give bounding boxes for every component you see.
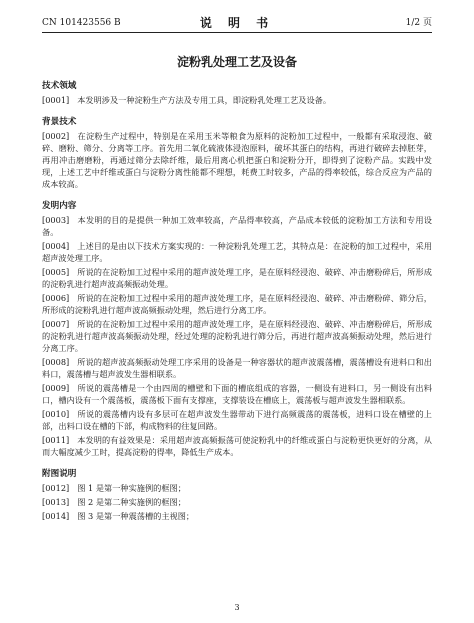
paragraph-number: [0013]: [42, 497, 70, 507]
section-heading: 发明内容: [42, 201, 77, 211]
paragraph-number: [0012]: [42, 483, 70, 493]
paragraph-number: [0002]: [42, 131, 70, 141]
paragraph-text: 上述目的是由以下技术方案实现的：一种淀粉乳处理工艺，其特点是：在淀粉的加工过程中，采用超声波处理工序。: [42, 241, 432, 263]
doc-number: CN 101423556 B: [42, 18, 121, 28]
paragraph: [42, 482, 432, 494]
paragraph-number: [0001]: [42, 95, 70, 105]
paragraph: [42, 510, 432, 522]
section-heading: 技术领域: [42, 81, 77, 91]
paragraph: [42, 292, 432, 316]
paragraph-number: [0009]: [42, 383, 70, 393]
paragraph-number: [0010]: [42, 409, 70, 419]
paragraph: [42, 408, 432, 432]
paragraph-text: 本发明涉及一种淀粉生产方法及专用工具，即淀粉乳处理工艺及设备。: [77, 95, 332, 105]
header-title: 说 明 书: [199, 16, 275, 30]
paragraph: [42, 94, 432, 106]
document-body: [42, 80, 432, 524]
section-heading: 附图说明: [42, 469, 77, 479]
paragraph: [42, 318, 432, 354]
paragraph: [42, 130, 432, 190]
paragraph-number: [0005]: [42, 267, 70, 277]
paragraph: [42, 356, 432, 380]
paragraph: [42, 214, 432, 238]
paragraph: [42, 434, 432, 458]
paragraph-text: 所说的在淀粉加工过程中采用的超声波处理工序，是在原料经浸泡、破碎、冲击磨粉碎、筛分后，所形成的淀粉乳进行超声波高频振动处理，然后进行分离工序。: [42, 293, 432, 315]
paragraph-text: 图 2 是第二种实施例的框图；: [77, 497, 186, 507]
paragraph-text: 所说的震荡槽是一个由四周的槽壁和下面的槽底组成的容器，一侧设有进料口，另一侧设有出料口，槽内设有一个震荡板，震荡板下面有支撑座，支撑装设在槽底上，震荡板与超声波发生器相联系。: [42, 383, 432, 405]
page-number: 3: [234, 603, 240, 612]
paragraph: [42, 266, 432, 290]
paragraph: [42, 496, 432, 508]
paragraph-number: [0014]: [42, 511, 70, 521]
paragraph-text: 本发明的目的是提供一种加工效率较高，产品得率较高，产品成本较低的淀粉加工方法和专用设备。: [42, 215, 432, 237]
paragraph: [42, 240, 432, 264]
paragraph-number: [0003]: [42, 215, 70, 225]
paragraph: [42, 382, 432, 406]
paragraph-text: 所说的在淀粉加工过程中采用的超声波处理工序，是在原料经浸泡、破碎、冲击磨粉碎后，所形成的淀粉乳进行超声波高频振动处理，经过处理的淀粉乳进行筛分后，再进行超声波高频振动处理，然后进行分离工序。: [42, 319, 432, 353]
paragraph-number: [0004]: [42, 241, 70, 251]
paragraph-text: 图 3 是第一种震荡槽的主视图；: [77, 511, 195, 521]
paragraph-text: 图 1 是第一种实施例的框图；: [77, 483, 186, 493]
paragraph-number: [0007]: [42, 319, 70, 329]
paragraph-number: [0011]: [42, 435, 70, 445]
page-indicator: 1/2 页: [405, 18, 432, 28]
paragraph-text: 本发明的有益效果是：采用超声波高频振荡可使淀粉乳中的纤维或蛋白与淀粉更快更好的分离，从而大幅度减少工时，提高淀粉的得率，降低生产成本。: [42, 435, 432, 457]
document-title: 淀粉乳处理工艺及设备: [176, 55, 297, 69]
paragraph-number: [0006]: [42, 293, 70, 303]
paragraph-text: 所说的震荡槽内设有多层可在超声波发生器带动下进行高频震荡的震荡板，进料口设在槽壁的上部，出料口设在槽的下部，构成物料的往复回路。: [42, 409, 432, 431]
section-heading: 背景技术: [42, 117, 77, 127]
paragraph-text: 所说的在淀粉加工过程中采用的超声波处理工序，是在原料经浸泡、破碎、冲击磨粉碎后，所形成的淀粉乳进行超声波高频振动处理。: [42, 267, 432, 289]
paragraph-text: 在淀粉生产过程中，特别是在采用玉米等粮食为原料的淀粉加工过程中，一般都有采取浸泡、破碎、磨粉、筛分、分离等工序。首先用二氧化硫液体浸泡原料，破坏其蛋白的结构，再进行破碎去掉胚芽，再用冲击磨磨粉，再通过筛分去除纤维，最后用离心机把蛋白和淀粉分开，即得到了淀粉产品。实践中发现，上述工艺中纤维或蛋白与淀粉分离性能都不理想，耗费工时较多，产品的得率较低，综合反应为产品的成本较高。: [42, 131, 432, 189]
paragraph-number: [0008]: [42, 357, 70, 367]
paragraph-text: 所说的超声波高频振动处理工序采用的设备是一种容器状的超声波震荡槽，震荡槽设有进料口和出料口，震荡槽与超声波发生器相联系。: [42, 357, 432, 379]
page-header: [42, 14, 432, 33]
